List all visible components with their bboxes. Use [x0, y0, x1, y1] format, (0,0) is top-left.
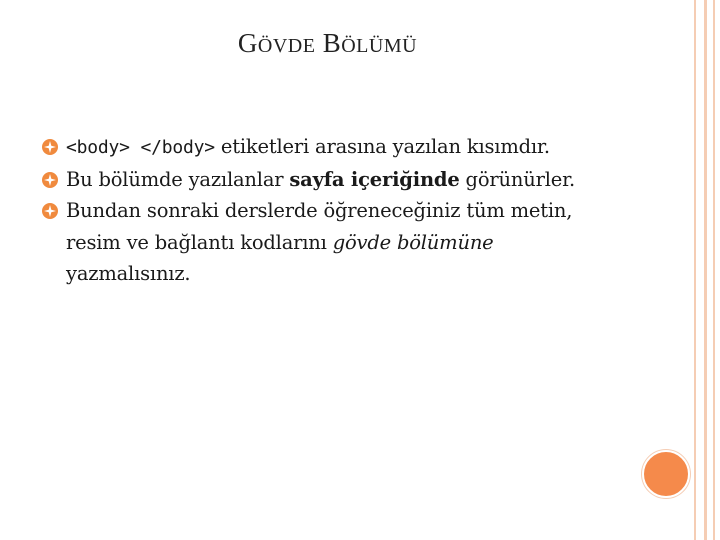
bullet-text: Bundan sonraki derslerde öğreneceğiniz tüm metin, resim ve bağlantı kodlarını: [66, 199, 573, 254]
bullet-text: yazmalısınız.: [66, 262, 191, 285]
four-point-star-icon: [42, 139, 58, 155]
list-item: [42, 164, 602, 196]
title-initial: G: [237, 28, 258, 58]
bullet-text: Bu bölümde yazılanlar: [66, 167, 290, 191]
right-border-line: [694, 0, 696, 540]
code-text: <body> </body>: [66, 137, 215, 158]
decorative-circle: [642, 450, 690, 498]
slide-title: [0, 28, 655, 59]
bullet-text: görünürler.: [459, 167, 576, 191]
four-point-star-icon: [42, 203, 58, 219]
right-border-line: [713, 0, 715, 540]
bullet-list: [42, 131, 602, 290]
bullet-italic-text: gövde bölümüne: [332, 230, 494, 254]
bullet-text: etiketleri arasına yazılan kısımdır.: [214, 135, 550, 158]
four-point-star-icon: [42, 172, 58, 188]
title-word-rest: ÖVDE: [257, 35, 316, 57]
title-initial: B: [322, 28, 342, 58]
list-item: [42, 131, 602, 164]
title-word-rest: ÖLÜMÜ: [341, 35, 418, 57]
bullet-bold-text: sayfa içeriğinde: [289, 167, 460, 191]
right-border-line: [704, 0, 707, 540]
list-item: [42, 195, 602, 290]
